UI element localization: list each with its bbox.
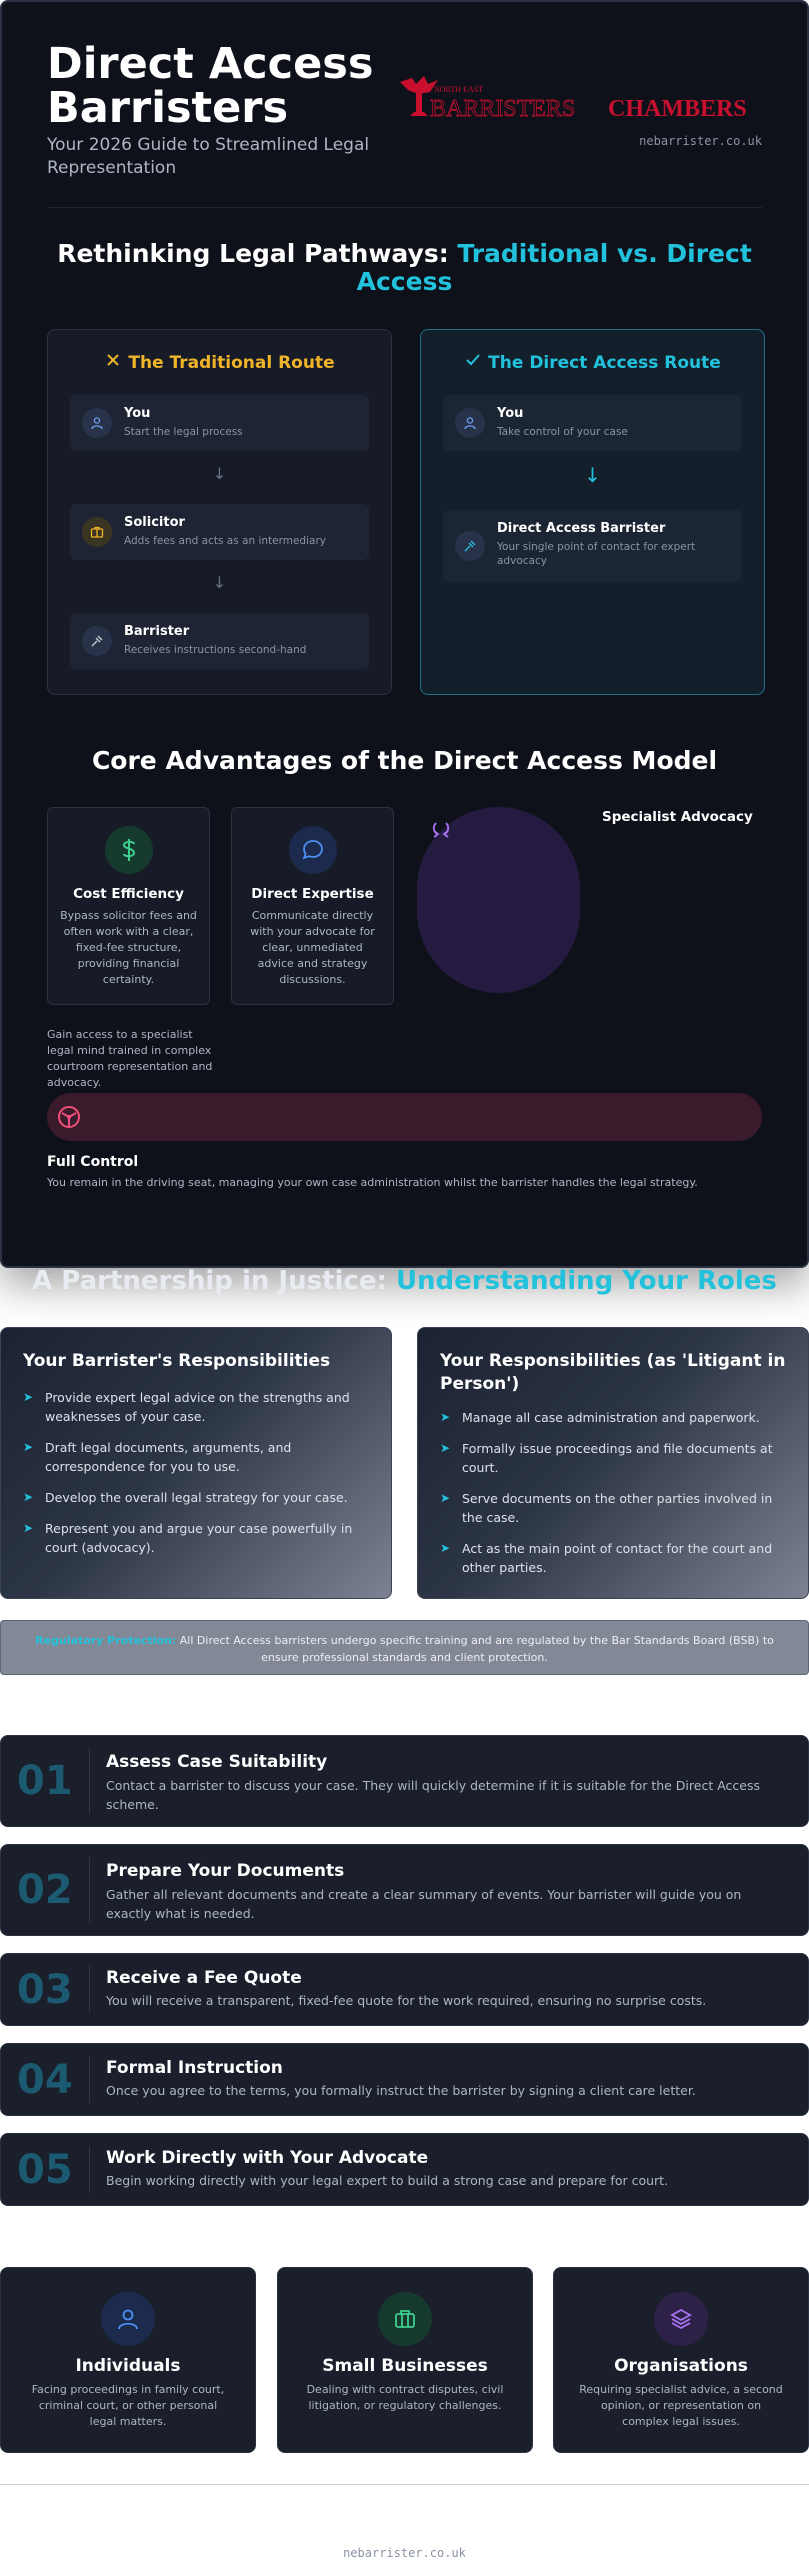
- control-desc: You remain in the driving seat, managing your own case administration whilst the barrister handles the legal strategy.: [47, 1176, 698, 1189]
- audience-card-small-businesses: Small Businesses Dealing with contract disputes, civil litigation, or regulatory challenges.: [277, 2267, 533, 2453]
- hero-section: [0, 0, 809, 1268]
- audience-card-organisations: Organisations Requiring specialist advice, a second opinion, or representation on complex legal issues.: [553, 2267, 809, 2453]
- steering-wheel-icon: [57, 1105, 81, 1129]
- svg-text:CHAMBERS: CHAMBERS: [608, 96, 747, 122]
- footer-divider: [0, 2484, 809, 2485]
- advantage-card-cost: Cost Efficiency Bypass solicitor fees and often work with a clear, fixed-fee structure, providing financial certainty.: [47, 807, 210, 1005]
- gavel-icon: [455, 531, 485, 561]
- chambers-logo[interactable]: [394, 72, 766, 126]
- advantage-card-expertise: Direct Expertise Communicate directly with your advocate for clear, unmediated advice and strategy discussions.: [231, 807, 394, 1005]
- chevron-right-icon: ➤: [23, 1490, 34, 1504]
- refresh-icon: [430, 819, 452, 845]
- list-item: ➤ Formally issue proceedings and file documents at court.: [440, 1441, 773, 1475]
- partnership-title: A Partnership in Justice: Understanding Your Roles: [32, 1266, 777, 1296]
- your-responsibilities-card: Your Responsibilities (as 'Litigant in Person') ➤ Manage all case administration and paperwork. ➤ Formally issue proceedings and file documents at court. ➤ Serve documents on the other parties involved in the case. ➤ Act as the main point of contact for the court and other parties.: [417, 1327, 809, 1599]
- chevron-right-icon: ➤: [440, 1491, 451, 1505]
- user-icon: [101, 2292, 155, 2346]
- route-step-you: You Take control of your case: [443, 395, 742, 451]
- page-subtitle: Your 2026 Guide to Streamlined Legal Representation: [47, 135, 370, 178]
- header-url[interactable]: nebarrister.co.uk: [639, 134, 762, 148]
- gavel-icon: [82, 626, 112, 656]
- traditional-route-card: [47, 329, 392, 695]
- briefcase-icon: [82, 517, 112, 547]
- process-step: 03 Receive a Fee Quote You will receive a transparent, fixed-fee quote for the work required, ensuring no surprise costs.: [0, 1953, 809, 2026]
- route-step-you: You Start the legal process: [70, 395, 369, 451]
- divider: [47, 207, 762, 208]
- advantage-card-control: [47, 1093, 762, 1141]
- arrow-down-icon: ↓: [584, 463, 601, 487]
- chevron-right-icon: ➤: [440, 1410, 451, 1424]
- chevron-right-icon: ➤: [440, 1541, 451, 1555]
- list-item: ➤ Act as the main point of contact for the court and other parties.: [440, 1541, 773, 1575]
- list-item: ➤ Represent you and argue your case powerfully in court (advocacy).: [23, 1521, 353, 1555]
- page-title: Direct Access Barristers: [47, 39, 374, 133]
- route-step-barrister: Barrister Receives instructions second-hand: [70, 613, 369, 669]
- direct-route-heading: The Direct Access Route: [421, 352, 764, 373]
- your-responsibility-list: [440, 1408, 786, 1589]
- list-item: ➤ Serve documents on the other parties involved in the case.: [440, 1491, 773, 1525]
- process-step: 04 Formal Instruction Once you agree to the terms, you formally instruct the barrister by signing a client care letter.: [0, 2043, 809, 2116]
- specialist-desc: Gain access to a specialist legal mind trained in complex courtroom representation and advocacy.: [47, 1028, 213, 1089]
- chevron-right-icon: ➤: [23, 1390, 34, 1404]
- advantages-title: Core Advantages of the Direct Access Model: [91, 746, 718, 775]
- list-item: ➤ Manage all case administration and paperwork.: [440, 1410, 760, 1425]
- briefcase-icon: [378, 2292, 432, 2346]
- user-icon: [455, 408, 485, 438]
- chat-bubble-icon: [289, 826, 337, 874]
- svg-text:NORTH EAST: NORTH EAST: [434, 85, 484, 94]
- layers-icon: [654, 2292, 708, 2346]
- process-step: 05 Work Directly with Your Advocate Begin working directly with your legal expert to build a strong case and prepare for court.: [0, 2133, 809, 2206]
- arrow-down-icon: ↓: [212, 573, 227, 592]
- control-title: Full Control: [47, 1154, 139, 1170]
- chevron-right-icon: ➤: [23, 1521, 34, 1535]
- svg-text:BARRISTERS: BARRISTERS: [430, 96, 576, 122]
- list-item: ➤ Draft legal documents, arguments, and correspondence for you to use.: [23, 1440, 292, 1474]
- list-item: ➤ Provide expert legal advice on the strengths and weaknesses of your case.: [23, 1390, 350, 1424]
- chevron-right-icon: ➤: [440, 1441, 451, 1455]
- close-icon: [104, 352, 122, 368]
- specialist-title: Specialist Advocacy: [602, 809, 753, 825]
- barrister-responsibilities-card: Your Barrister's Responsibilities ➤ Provide expert legal advice on the strengths and weaknesses of your case. ➤ Draft legal documents, arguments, and correspondence for you to use. ➤ Develop the overall legal strategy for your case. ➤ Represent you and argue your case powerfully in court (advocacy).: [0, 1327, 392, 1599]
- user-icon: [82, 408, 112, 438]
- footer-url[interactable]: nebarrister.co.uk: [343, 2546, 466, 2560]
- audience-card-individuals: Individuals Facing proceedings in family court, criminal court, or other personal legal matters.: [0, 2267, 256, 2453]
- route-step-solicitor: Solicitor Adds fees and acts as an intermediary: [70, 504, 369, 560]
- barrister-responsibility-list: [23, 1388, 369, 1569]
- arrow-down-icon: ↓: [212, 464, 227, 483]
- pathways-title: Rethinking Legal Pathways: Traditional vs. Direct Access: [57, 239, 752, 296]
- direct-route-card: [420, 329, 765, 695]
- process-step: 02 Prepare Your Documents Gather all relevant documents and create a clear summary of events. Your barrister will guide you on exactly what is needed.: [0, 1844, 809, 1936]
- list-item: ➤ Develop the overall legal strategy for your case.: [23, 1490, 348, 1505]
- chevron-right-icon: ➤: [23, 1440, 34, 1454]
- regulatory-notice: Regulatory Protection: All Direct Access barristers undergo specific training and are regulated by the Bar Standards Board (BSB) to ensure professional standards and client protection.: [0, 1620, 809, 1675]
- dollar-icon: [105, 826, 153, 874]
- check-icon: [464, 352, 482, 368]
- process-step: 01 Assess Case Suitability Contact a barrister to discuss your case. They will quickly determine if it is suitable for the Direct Access scheme.: [0, 1735, 809, 1827]
- route-step-direct-barrister: Direct Access Barrister Your single point of contact for expert advocacy: [443, 510, 742, 582]
- traditional-route-heading: The Traditional Route: [48, 352, 391, 373]
